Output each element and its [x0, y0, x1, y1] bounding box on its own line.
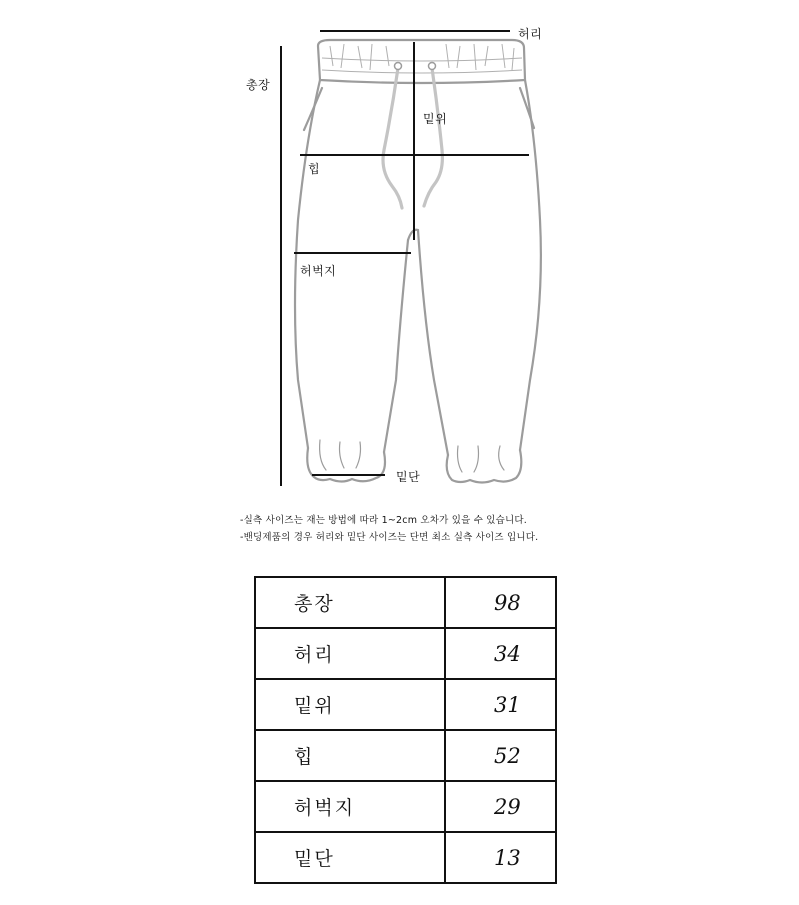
size-name-cell: 총장 — [255, 577, 445, 628]
grommet-left — [395, 63, 402, 70]
size-value-cell: 34 — [445, 628, 556, 679]
size-name-cell: 밑위 — [255, 679, 445, 730]
drawstring-left — [383, 68, 402, 208]
table-row — [255, 628, 556, 679]
thigh-label: 허벅지 — [300, 264, 337, 278]
size-value-cell: 13 — [445, 832, 556, 883]
hip-label: 힙 — [308, 162, 321, 176]
right-leg-outline — [418, 80, 541, 455]
size-name-cell: 허리 — [255, 628, 445, 679]
size-value-cell: 29 — [445, 781, 556, 832]
note-line: -밴딩제품의 경우 허리와 밑단 사이즈는 단면 최소 실측 사이즈 입니다. — [240, 532, 539, 543]
hem-label: 밑단 — [396, 470, 421, 484]
grommet-right — [429, 63, 436, 70]
waist-label: 허리 — [518, 27, 543, 41]
table-row — [255, 781, 556, 832]
table-row — [255, 577, 556, 628]
size-value-cell: 52 — [445, 730, 556, 781]
size-name-cell: 허벅지 — [255, 781, 445, 832]
drawstring-right — [424, 68, 442, 206]
waistband-outline — [318, 40, 525, 83]
size-table — [254, 576, 557, 884]
left-pocket — [304, 88, 322, 130]
left-cuff — [307, 448, 385, 482]
table-row — [255, 730, 556, 781]
total-length-label: 총장 — [246, 78, 271, 92]
table-row — [255, 832, 556, 883]
size-name-cell: 밑단 — [255, 832, 445, 883]
size-value-cell: 98 — [445, 577, 556, 628]
rise-label: 밑위 — [423, 112, 448, 126]
table-row — [255, 679, 556, 730]
measurement-notes — [240, 512, 640, 546]
note-line: -실측 사이즈는 재는 방법에 따라 1~2cm 오차가 있을 수 있습니다. — [240, 515, 528, 526]
size-value-cell: 31 — [445, 679, 556, 730]
size-name-cell: 힙 — [255, 730, 445, 781]
